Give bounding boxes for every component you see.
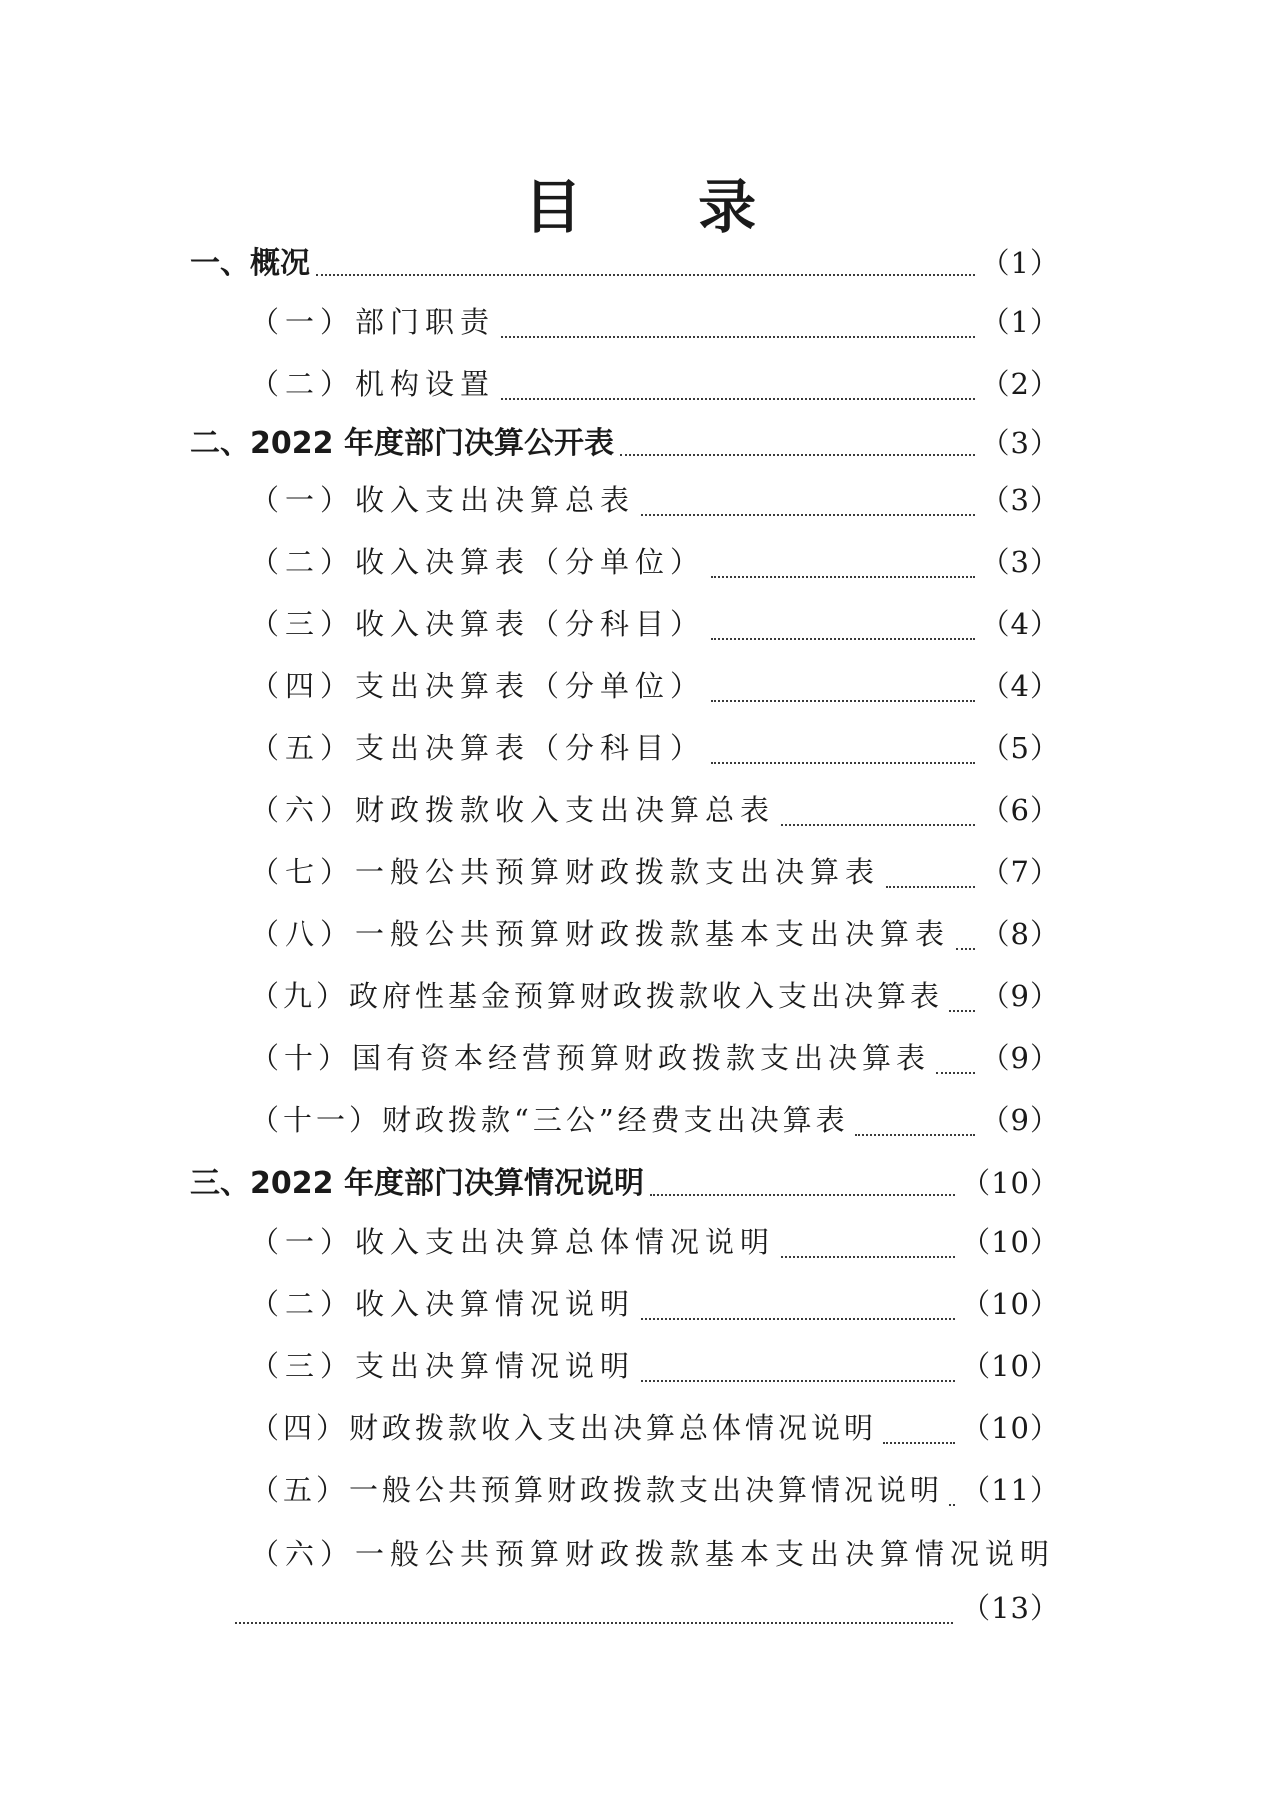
leader-dots (501, 397, 975, 400)
toc-entry-label: （十）国有资本经营预算财政拨款支出决算表 (250, 1041, 931, 1075)
toc-entry-label: （一）收入支出决算总体情况说明 (250, 1225, 776, 1259)
toc-entry-page: （11） (961, 1473, 1060, 1507)
toc-entry[interactable] (250, 974, 1060, 1024)
toc-entry-page: （10） (961, 1349, 1060, 1383)
leader-dots (949, 1503, 955, 1506)
toc-entry[interactable] (250, 602, 1060, 652)
toc-entry[interactable] (250, 1282, 1060, 1332)
toc-entry-label: （九）政府性基金预算财政拨款收入支出决算表 (250, 979, 944, 1013)
toc-entry-page: （7） (980, 855, 1060, 889)
toc-entry[interactable] (250, 362, 1060, 412)
toc-entry-page: （10） (961, 1166, 1060, 1200)
leader-dots (235, 1621, 953, 1624)
toc-entry-page: （3） (980, 426, 1060, 460)
toc-entry-label-wrapped[interactable]: （六）一般公共预算财政拨款基本支出决算情况说明 (250, 1537, 1056, 1571)
leader-dots (936, 1071, 975, 1074)
toc-entry-label: （五）支出决算表（分科目） (250, 731, 706, 765)
toc-entry-page: （6） (980, 793, 1060, 827)
toc-entry-label: （七）一般公共预算财政拨款支出决算表 (250, 855, 881, 889)
toc-entry-page: （3） (980, 545, 1060, 579)
toc-entry-page: （4） (980, 607, 1060, 641)
toc-entry-page: （3） (980, 483, 1060, 517)
toc-entry-label: （一）部门职责 (250, 305, 496, 339)
toc-entry-section-1[interactable] (190, 238, 1060, 288)
leader-dots (650, 1193, 955, 1196)
toc-entry-page: （10） (961, 1225, 1060, 1259)
toc-entry[interactable] (250, 1344, 1060, 1394)
toc-entry[interactable] (250, 478, 1060, 528)
toc-entry-label: （五）一般公共预算财政拨款支出决算情况说明 (250, 1473, 944, 1507)
leader-dots (711, 637, 975, 640)
leader-dots (711, 699, 975, 702)
leader-dots (316, 273, 975, 276)
toc-entry-label: （四）支出决算表（分单位） (250, 669, 706, 703)
toc-entry-page: （5） (980, 731, 1060, 765)
toc-entry[interactable] (250, 300, 1060, 350)
toc-entry-section-3[interactable] (190, 1158, 1060, 1208)
toc-entry[interactable] (250, 1406, 1060, 1456)
toc-entry[interactable] (250, 850, 1060, 900)
toc-entry[interactable] (250, 788, 1060, 838)
toc-entry-label: （二）收入决算情况说明 (250, 1287, 636, 1321)
toc-entry-page: （10） (961, 1411, 1060, 1445)
leader-dots (886, 885, 975, 888)
leader-dots (855, 1133, 975, 1136)
toc-entry-label: 一、概况 (190, 246, 310, 281)
leader-dots (711, 575, 975, 578)
leader-dots (781, 1255, 955, 1258)
leader-dots (781, 823, 975, 826)
toc-entry-label: （二）机构设置 (250, 367, 496, 401)
toc-entry-label: 二、2022 年度部门决算公开表 (190, 426, 614, 461)
toc-entry-page: （1） (980, 305, 1060, 339)
toc-entry-page: （2） (980, 367, 1060, 401)
leader-dots (501, 335, 975, 338)
toc-entry-label: （十一）财政拨款“三公”经费支出决算表 (250, 1103, 849, 1137)
toc-entry-page: （4） (980, 669, 1060, 703)
toc-entry-page: （13） (961, 1591, 1060, 1625)
leader-dots (883, 1441, 955, 1444)
toc-entry-page: （10） (961, 1287, 1060, 1321)
page-title: 目 录 (523, 173, 805, 241)
toc-entry[interactable] (250, 1036, 1060, 1086)
toc-entry[interactable] (250, 912, 1060, 962)
toc-entry-label: （四）财政拨款收入支出决算总体情况说明 (250, 1411, 878, 1445)
toc-entry-section-2[interactable] (190, 418, 1060, 468)
toc-entry[interactable] (250, 1220, 1060, 1270)
toc-entry-continuation (235, 1586, 1060, 1636)
toc-entry-label: （八）一般公共预算财政拨款基本支出决算表 (250, 917, 951, 951)
leader-dots (641, 1317, 955, 1320)
leader-dots (641, 513, 975, 516)
toc-entry[interactable] (250, 1098, 1060, 1148)
leader-dots (949, 1009, 975, 1012)
toc-entry-label: 三、2022 年度部门决算情况说明 (190, 1166, 644, 1201)
toc-entry-label: （三）收入决算表（分科目） (250, 607, 706, 641)
toc-entry-label: （一）收入支出决算总表 (250, 483, 636, 517)
toc-entry-label: （六）财政拨款收入支出决算总表 (250, 793, 776, 827)
leader-dots (711, 761, 975, 764)
toc-entry-label: （三）支出决算情况说明 (250, 1349, 636, 1383)
leader-dots (620, 453, 975, 456)
toc-entry-page: （8） (980, 917, 1060, 951)
toc-entry[interactable] (250, 726, 1060, 776)
leader-dots (956, 947, 975, 950)
leader-dots (641, 1379, 955, 1382)
toc-entry-page: （9） (980, 1041, 1060, 1075)
toc-entry[interactable] (250, 1468, 1060, 1518)
toc-entry-page: （9） (980, 1103, 1060, 1137)
toc-entry[interactable] (250, 664, 1060, 714)
toc-entry[interactable] (250, 540, 1060, 590)
toc-entry-page: （9） (980, 979, 1060, 1013)
toc-entry-label: （二）收入决算表（分单位） (250, 545, 706, 579)
toc-entry-page: （1） (980, 246, 1060, 280)
